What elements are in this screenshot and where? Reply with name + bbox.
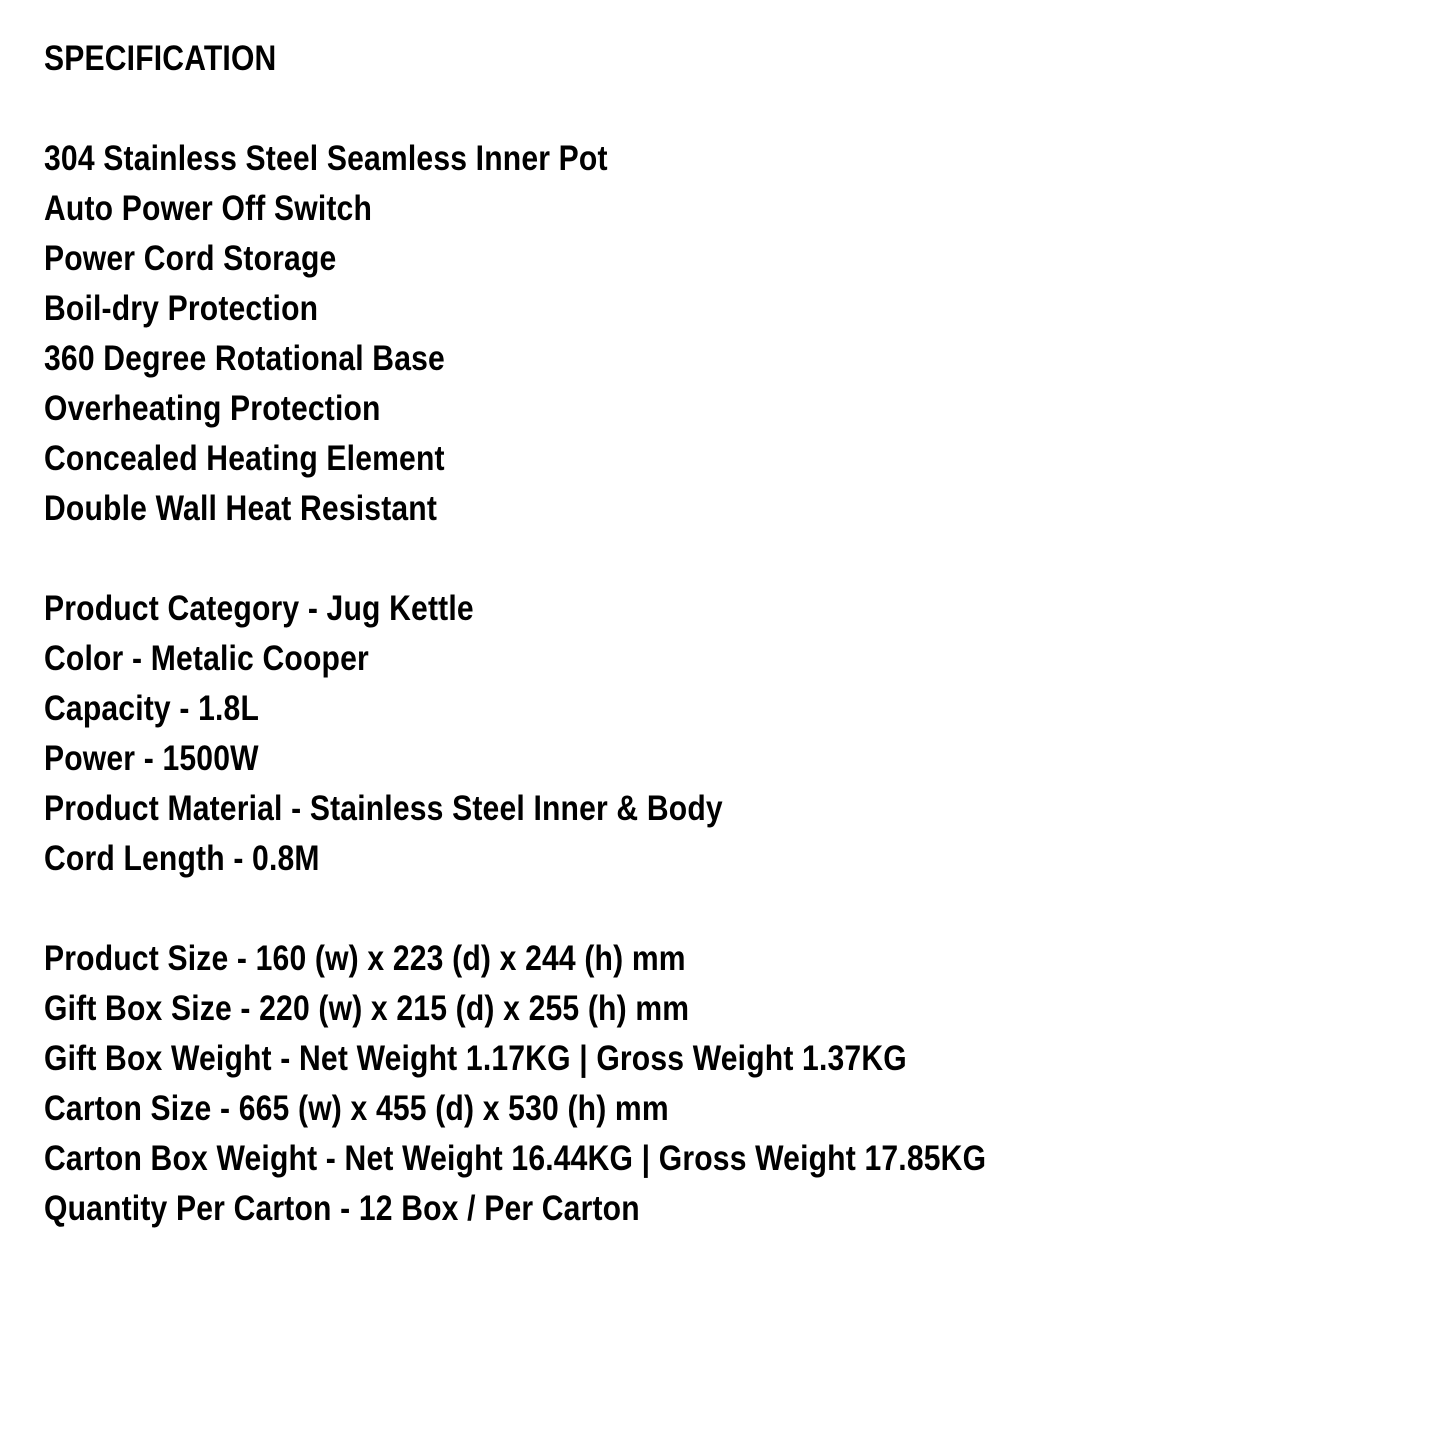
packaging-detail-item: Carton Size - 665 (w) x 455 (d) x 530 (h) mm (44, 1089, 669, 1128)
feature-item: Overheating Protection (44, 389, 381, 428)
feature-item: Power Cord Storage (44, 239, 337, 278)
product-detail-item: Capacity - 1.8L (44, 689, 260, 728)
features-list (44, 134, 1404, 534)
product-detail-item: Cord Length - 0.8M (44, 839, 320, 878)
spacer (44, 84, 1404, 134)
spacer (44, 884, 1404, 934)
packaging-detail-item: Gift Box Size - 220 (w) x 215 (d) x 255 (h) mm (44, 989, 690, 1028)
page-title: SPECIFICATION (44, 39, 277, 78)
feature-item: Concealed Heating Element (44, 439, 445, 478)
packaging-detail-item: Gift Box Weight - Net Weight 1.17KG | Gross Weight 1.37KG (44, 1039, 907, 1078)
packaging-details-list (44, 934, 1404, 1234)
specification-document (44, 34, 1404, 1234)
product-detail-item: Product Material - Stainless Steel Inner & Body (44, 789, 723, 828)
packaging-detail-item: Carton Box Weight - Net Weight 16.44KG | Gross Weight 17.85KG (44, 1139, 987, 1178)
feature-item: 304 Stainless Steel Seamless Inner Pot (44, 139, 608, 178)
feature-item: Boil-dry Protection (44, 289, 319, 328)
product-details-list (44, 584, 1404, 884)
packaging-detail-item: Product Size - 160 (w) x 223 (d) x 244 (h) mm (44, 939, 686, 978)
product-detail-item: Product Category - Jug Kettle (44, 589, 474, 628)
packaging-detail-item: Quantity Per Carton - 12 Box / Per Carton (44, 1189, 640, 1228)
feature-item: 360 Degree Rotational Base (44, 339, 445, 378)
feature-item: Double Wall Heat Resistant (44, 489, 438, 528)
spacer (44, 534, 1404, 584)
product-detail-item: Power - 1500W (44, 739, 259, 778)
feature-item: Auto Power Off Switch (44, 189, 373, 228)
product-detail-item: Color - Metalic Cooper (44, 639, 369, 678)
